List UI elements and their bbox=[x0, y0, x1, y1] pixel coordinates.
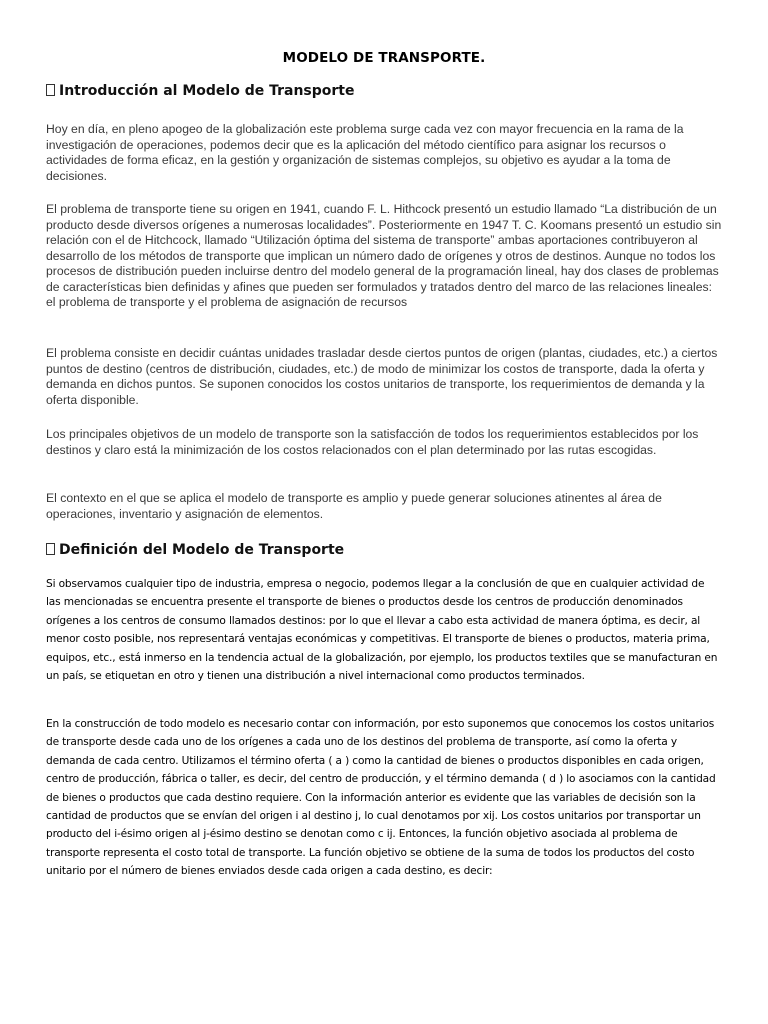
section-heading-label: Definición del Modelo de Transporte bbox=[59, 542, 345, 558]
paragraph: El contexto en el que se aplica el modelo de transporte es amplio y puede generar soluciones atinentes al área de operaciones, inventario y asignación de elementos. bbox=[46, 491, 662, 521]
paragraph: Hoy en día, en pleno apogeo de la globalización este problema surge cada vez con mayor frecuencia en la rama de la investigación de operaciones, podemos decir que es la aplicación del método científico para asignar los recursos o actividades de forma eficaz, en la gestión y organización de sistemas complejos, su objetivo es ayudar a la toma de decisiones. bbox=[46, 122, 684, 183]
paragraph: Los principales objetivos de un modelo de transporte son la satisfacción de todos los requerimientos establecidos por los destinos y claro está la minimización de los costos relacionados con el plan determinado por las rutas escogidas. bbox=[46, 427, 699, 457]
paragraph: El problema de transporte tiene su origen en 1941, cuando F. L. Hithcock presentó un estudio llamado “La distribución de un producto desde diversos orígenes a numerosas localidades”. Posteriormente en 1947 T. C. Koomans presentó un estudio sin relación con el de Hitchcock, llamado “Utilización óptima del sistema de transporte” ambas aportaciones contribuyeron al desarrollo de los métodos de transporte que implican un número dado de orígenes y otros de destinos. Aunque no todos los procesos de distribución pueden incluirse dentro del modelo general de la programación lineal, hay dos clases de problemas de características bien definidas y afines que pueden ser formulados y tratados dentro del marco de las relaciones lineales: el problema de transporte y el problema de asignación de recursos bbox=[46, 202, 722, 309]
missing-glyph-bullet-icon bbox=[46, 543, 55, 555]
paragraph: Si observamos cualquier tipo de industria, empresa o negocio, podemos llegar a la conclusión de que en cualquier actividad de las mencionadas se encuentra presente el transporte de bienes o productos desde los centros de producción denominados orígenes a los centros de consumo llamados destinos: por lo que el llevar a cabo esta actividad de manera óptima, es decir, al menor costo posible, nos representará ventajas económicas y competitivas. El transporte de bienes o productos, materia prima, equipos, etc., está inmerso en la tendencia actual de la globalización, por ejemplo, los productos textiles que se manufacturan en un país, se etiquetan en otro y tienen una distribución a nivel internacional como productos terminados. bbox=[46, 578, 718, 683]
paragraph: En la construcción de todo modelo es necesario contar con información, por esto suponemos que conocemos los costos unitarios de transporte desde cada uno de los orígenes a cada uno de los destinos del problema de transporte, así como la oferta y demanda de cada centro. Utilizamos el término oferta ( a ) como la cantidad de bienes o productos disponibles en cada origen, centro de producción, fábrica o taller, es decir, del centro de producción, y el término demanda ( d ) lo asociamos con la cantidad de bienes o productos que cada destino requiere. Con la información anterior es evidente que las variables de decisión son la cantidad de productos que se envían del origen i al destino j, lo cual denotamos por xij. Los costos unitarios por transportar un producto del i-ésimo origen al j-ésimo destino se denotan como c ij. Entonces, la función objetivo asociada al problema de transporte representa el costo total de transporte. La función objetivo se obtiene de la suma de todos los productos del costo unitario por el número de bienes enviados desde cada origen a cada destino, es decir: bbox=[46, 718, 716, 878]
document-title: MODELO DE TRANSPORTE. bbox=[282, 50, 486, 66]
section-heading-label: Introducción al Modelo de Transporte bbox=[59, 83, 355, 99]
missing-glyph-bullet-icon bbox=[46, 84, 55, 96]
section-heading-definicion bbox=[46, 542, 344, 558]
paragraph: El problema consiste en decidir cuántas unidades trasladar desde ciertos puntos de origen (plantas, ciudades, etc.) a ciertos puntos de destino (centros de distribución, ciudades, etc.) de modo de minimizar los costos de transporte, dada la oferta y demanda en dichos puntos. Se suponen conocidos los costos unitarios de transporte, los requerimientos de demanda y la oferta disponible. bbox=[46, 346, 718, 407]
section-heading-introduccion bbox=[46, 83, 355, 99]
